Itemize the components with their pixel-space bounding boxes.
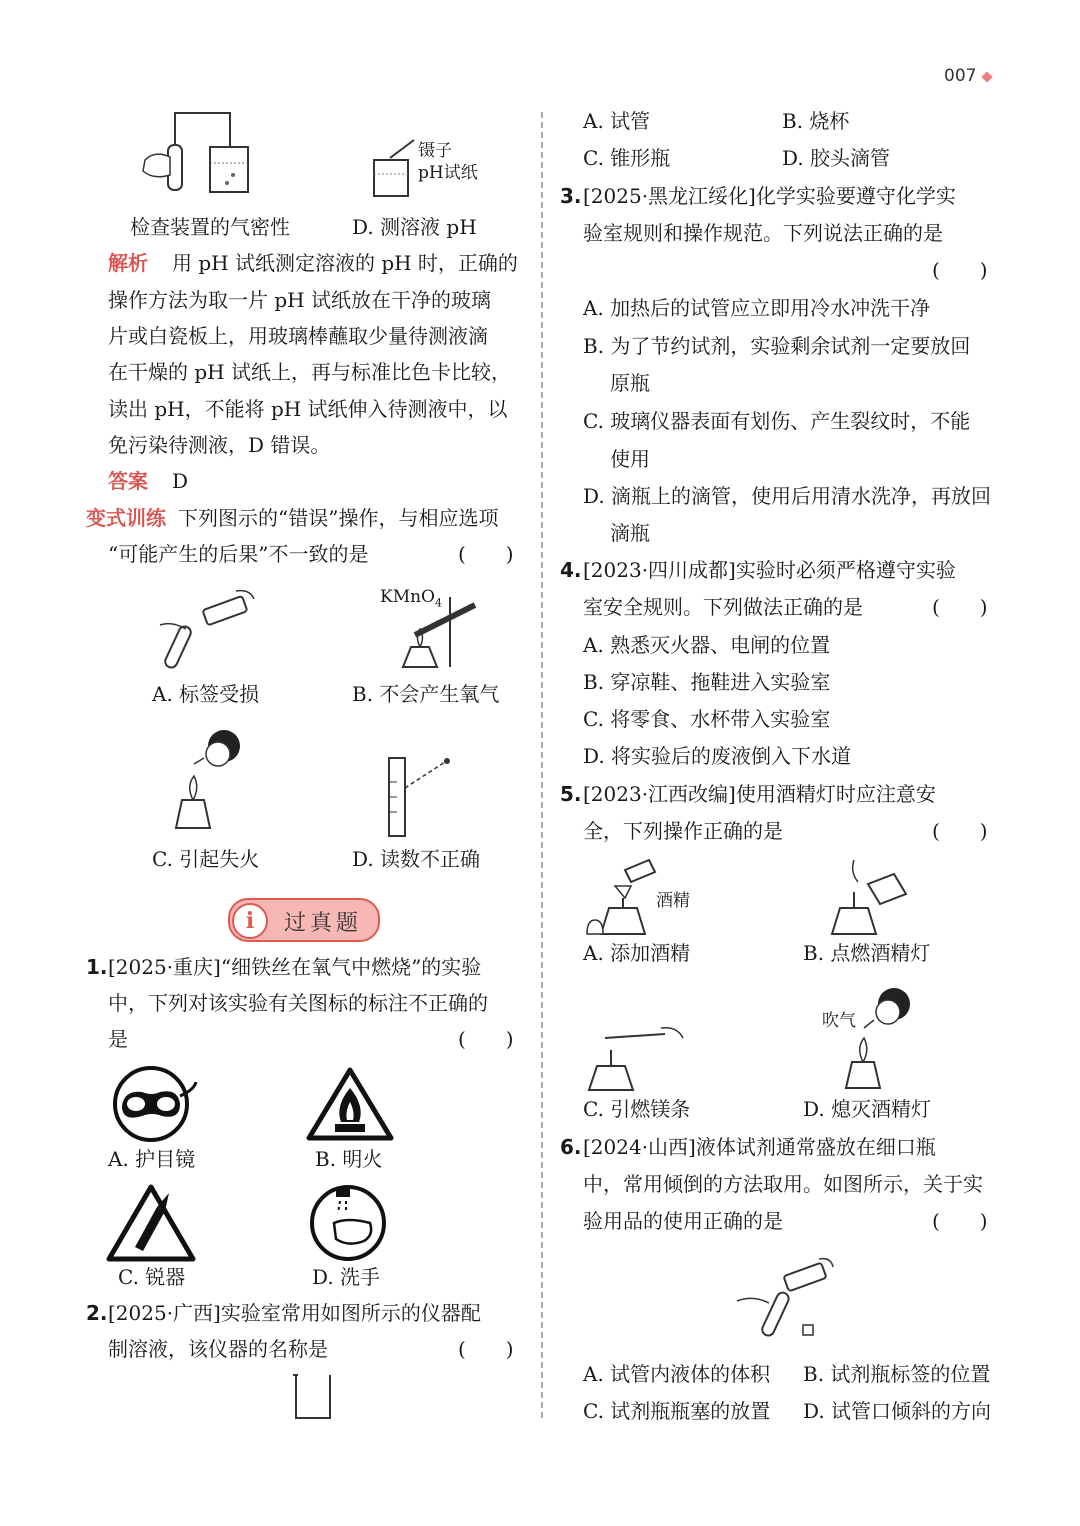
q3-line: 验室规则和操作规范。下列说法正确的是 bbox=[583, 221, 943, 245]
variant-option-a: A. 标签受损 bbox=[152, 682, 260, 706]
answer-paren: ( ) bbox=[932, 1209, 988, 1233]
q4-line: [2023·四川成都]实验时必须严格遵守实验 bbox=[583, 558, 956, 582]
answer-paren: ( ) bbox=[458, 542, 514, 566]
answer-paren: ( ) bbox=[458, 1337, 514, 1361]
blowing-lamp-figure bbox=[168, 720, 248, 832]
q2-line: 制溶液，该仪器的名称是 bbox=[108, 1337, 328, 1361]
q3-option-line: B. 为了节约试剂，实验剩余试剂一定要放回 bbox=[583, 334, 971, 358]
q3-option-line: C. 玻璃仪器表面有划伤、产生裂纹时，不能 bbox=[583, 409, 971, 433]
page-number-ornament bbox=[981, 71, 992, 82]
q5-line: 全，下列操作正确的是 bbox=[583, 819, 783, 843]
q5-fig-label-blow: 吹气 bbox=[822, 1011, 856, 1031]
q4-option-b: B. 穿凉鞋、拖鞋进入实验室 bbox=[583, 670, 831, 694]
q1-option-c: C. 锐器 bbox=[118, 1265, 186, 1289]
q3-line: [2025·黑龙江绥化]化学实验要遵守化学实 bbox=[583, 184, 956, 208]
pouring-reagent-figure bbox=[735, 1255, 835, 1340]
lighting-lamp-figure bbox=[828, 858, 913, 938]
q6-line: [2024·山西]液体试剂通常盛放在细口瓶 bbox=[583, 1135, 936, 1159]
q1-option-b: B. 明火 bbox=[315, 1147, 383, 1171]
airtightness-check-figure bbox=[135, 105, 255, 200]
q2-option-d: D. 胶头滴管 bbox=[782, 146, 891, 170]
fig-label-ph-paper: pH试纸 bbox=[418, 163, 478, 183]
fig-label-tweezers: 镊子 bbox=[418, 141, 452, 161]
q1-option-d: D. 洗手 bbox=[312, 1265, 381, 1289]
q4-line: 室安全规则。下列做法正确的是 bbox=[583, 595, 863, 619]
q4-option-c: C. 将零食、水杯带入实验室 bbox=[583, 707, 831, 731]
q2-option-b: B. 烧杯 bbox=[782, 109, 850, 133]
answer-paren: ( ) bbox=[932, 595, 988, 619]
answer-paren: ( ) bbox=[458, 1027, 514, 1051]
q6-line: 验用品的使用正确的是 bbox=[583, 1209, 783, 1233]
q3-option-line: 滴瓶 bbox=[610, 521, 650, 545]
pouring-liquid-figure bbox=[158, 585, 258, 670]
q2-line: [2025·广西]实验室常用如图所示的仪器配 bbox=[108, 1301, 481, 1325]
variant-option-d: D. 读数不正确 bbox=[352, 847, 481, 871]
q5-option-b: B. 点燃酒精灯 bbox=[803, 941, 931, 965]
q5-option-c: C. 引燃镁条 bbox=[583, 1097, 691, 1121]
info-icon: i bbox=[232, 903, 268, 939]
blowing-out-lamp-figure bbox=[840, 980, 920, 1092]
answer-value: D bbox=[172, 469, 189, 493]
q3-option-line: A. 加热后的试管应立即用冷水冲洗干净 bbox=[583, 296, 931, 320]
page-number: 007 bbox=[944, 66, 977, 86]
analysis-line: 读出 pH，不能将 pH 试纸伸入待测液中，以 bbox=[108, 397, 508, 421]
q1-option-a: A. 护目镜 bbox=[108, 1147, 196, 1171]
q3-option-line: 原瓶 bbox=[610, 371, 650, 395]
q3-option-line: 使用 bbox=[610, 447, 650, 471]
heating-kmno4-figure bbox=[395, 595, 485, 670]
column-divider bbox=[541, 112, 543, 1418]
analysis-line: 用 pH 试纸测定溶液的 pH 时，正确的 bbox=[172, 251, 518, 275]
section-title: 过真题 bbox=[284, 911, 363, 936]
q6-line: 中，常用倾倒的方法取用。如图所示，关于实 bbox=[583, 1172, 983, 1196]
q6-number: 6. bbox=[560, 1135, 582, 1159]
q3-option-line: D. 滴瓶上的滴管，使用后用清水洗净，再放回 bbox=[583, 484, 992, 508]
igniting-magnesium-figure bbox=[585, 1020, 685, 1092]
measuring-cylinder-figure bbox=[385, 752, 455, 838]
kmno4-label: KMnO$_4$ bbox=[380, 587, 442, 610]
q6-option-d: D. 试管口倾斜的方向 bbox=[803, 1399, 992, 1423]
q6-option-b: B. 试剂瓶标签的位置 bbox=[803, 1362, 991, 1386]
analysis-line: 在干燥的 pH 试纸上，再与标准比色卡比较， bbox=[108, 360, 511, 384]
open-flame-icon bbox=[305, 1066, 395, 1142]
q2-number: 2. bbox=[86, 1301, 108, 1325]
wash-hands-icon bbox=[308, 1183, 388, 1263]
q2-option-a: A. 试管 bbox=[583, 109, 651, 133]
variant-training-label: 变式训练 bbox=[86, 506, 166, 530]
prev-option-d: D. 测溶液 pH bbox=[352, 215, 477, 239]
variant-question-line: 下列图示的“错误”操作，与相应选项 bbox=[178, 506, 499, 530]
analysis-label: 解析 bbox=[108, 251, 148, 275]
q5-option-a: A. 添加酒精 bbox=[583, 941, 691, 965]
q1-line: 中，下列对该实验有关图标的标注不正确的 bbox=[108, 991, 488, 1015]
q4-option-a: A. 熟悉灭火器、电闸的位置 bbox=[583, 633, 831, 657]
analysis-line: 免污染待测液，D 错误。 bbox=[108, 433, 331, 457]
beaker-figure bbox=[292, 1372, 334, 1422]
ph-test-figure bbox=[368, 138, 418, 200]
q3-number: 3. bbox=[560, 184, 582, 208]
answer-label: 答案 bbox=[108, 469, 148, 493]
q4-number: 4. bbox=[560, 558, 582, 582]
answer-paren: ( ) bbox=[932, 819, 988, 843]
variant-option-c: C. 引起失火 bbox=[152, 847, 260, 871]
goggles-icon bbox=[108, 1066, 198, 1144]
q2-option-c: C. 锥形瓶 bbox=[583, 146, 671, 170]
q5-number: 5. bbox=[560, 782, 582, 806]
q5-fig-label-alcohol: 酒精 bbox=[656, 891, 690, 911]
variant-option-b: B. 不会产生氧气 bbox=[352, 682, 500, 706]
prev-option-c: 检查装置的气密性 bbox=[130, 215, 290, 239]
answer-paren: ( ) bbox=[932, 258, 988, 282]
q1-line: [2025·重庆]“细铁丝在氧气中燃烧”的实验 bbox=[108, 955, 482, 979]
section-badge bbox=[228, 898, 380, 942]
analysis-line: 片或白瓷板上，用玻璃棒蘸取少量待测液滴 bbox=[108, 324, 488, 348]
adding-alcohol-figure bbox=[585, 858, 665, 938]
q1-line: 是 bbox=[108, 1027, 128, 1051]
q6-option-c: C. 试剂瓶瓶塞的放置 bbox=[583, 1399, 771, 1423]
q5-line: [2023·江西改编]使用酒精灯时应注意安 bbox=[583, 782, 936, 806]
sharp-object-icon bbox=[105, 1183, 197, 1263]
q4-option-d: D. 将实验后的废液倒入下水道 bbox=[583, 744, 852, 768]
variant-question-line: “可能产生的后果”不一致的是 bbox=[108, 542, 369, 566]
q6-option-a: A. 试管内液体的体积 bbox=[583, 1362, 771, 1386]
q1-number: 1. bbox=[86, 955, 108, 979]
q5-option-d: D. 熄灭酒精灯 bbox=[803, 1097, 932, 1121]
analysis-line: 操作方法为取一片 pH 试纸放在干净的玻璃 bbox=[108, 288, 491, 312]
